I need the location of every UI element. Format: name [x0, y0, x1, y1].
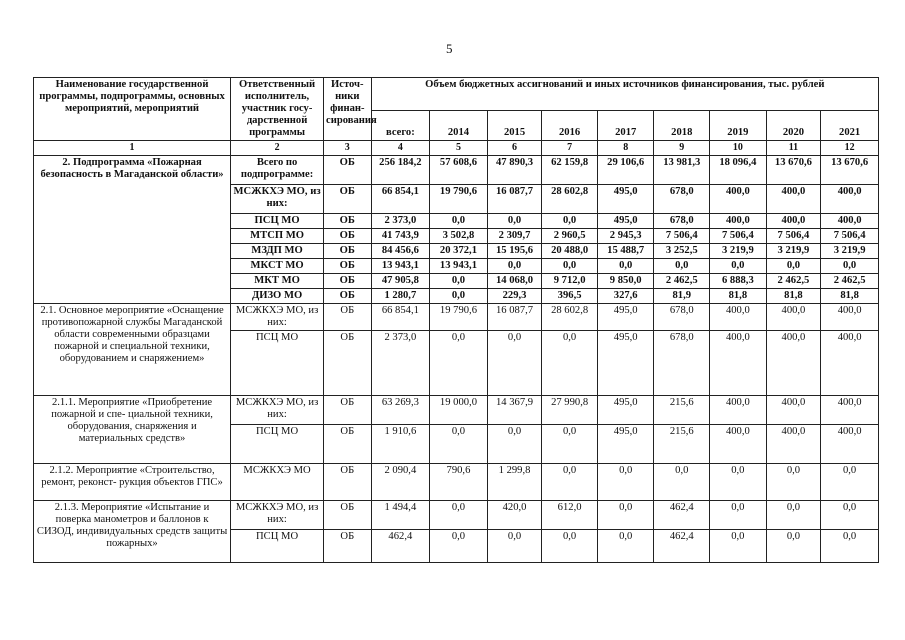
- value-cell: 495,0: [597, 425, 654, 464]
- header-total: всего:: [371, 110, 430, 140]
- value-cell: 62 159,8: [542, 155, 598, 184]
- header-name: Наименование государственной программы, подпрограммы, основных мероприятий, мероприятий: [34, 78, 231, 141]
- value-cell: 0,0: [821, 464, 879, 501]
- value-cell: 0,0: [542, 530, 598, 563]
- column-number: 9: [654, 141, 710, 155]
- value-cell: 0,0: [430, 530, 488, 563]
- value-cell: 400,0: [710, 425, 767, 464]
- value-cell: 400,0: [710, 213, 767, 228]
- header-year: 2015: [487, 110, 542, 140]
- executor-cell: ПСЦ МО: [231, 331, 324, 396]
- value-cell: 0,0: [821, 258, 879, 273]
- value-cell: 400,0: [821, 304, 879, 331]
- value-cell: 14 367,9: [487, 396, 542, 425]
- value-cell: 29 106,6: [597, 155, 654, 184]
- measure-name: 2.1.1. Мероприятие «Приобретение пожарной и спе- циальной техники, оборудования, снаряжения и материальных средств»: [34, 396, 231, 464]
- value-cell: 0,0: [654, 258, 710, 273]
- value-cell: 2 373,0: [371, 213, 430, 228]
- value-cell: 400,0: [710, 396, 767, 425]
- value-cell: 495,0: [597, 331, 654, 396]
- value-cell: 612,0: [542, 501, 598, 530]
- executor-cell: МСЖКХЭ МО, из них:: [231, 396, 324, 425]
- value-cell: 7 506,4: [821, 228, 879, 243]
- value-cell: 400,0: [766, 213, 821, 228]
- header-row: [34, 78, 879, 111]
- value-cell: 0,0: [542, 213, 598, 228]
- value-cell: 66 854,1: [371, 304, 430, 331]
- value-cell: 47 890,3: [487, 155, 542, 184]
- executor-cell: МЗДП МО: [231, 243, 324, 258]
- value-cell: 0,0: [597, 464, 654, 501]
- header-year: 2019: [710, 110, 767, 140]
- value-cell: 2 309,7: [487, 228, 542, 243]
- value-cell: 3 219,9: [766, 243, 821, 258]
- value-cell: 16 087,7: [487, 304, 542, 331]
- value-cell: 0,0: [710, 464, 767, 501]
- column-number: 6: [487, 141, 542, 155]
- executor-cell: МСЖКХЭ МО, из них:: [231, 501, 324, 530]
- value-cell: 7 506,4: [766, 228, 821, 243]
- source-cell: ОБ: [324, 213, 372, 228]
- executor-cell: ДИЗО МО: [231, 289, 324, 304]
- value-cell: 13 670,6: [821, 155, 879, 184]
- measure-name: 2.1.2. Мероприятие «Строительство, ремонт, реконст- рукция объектов ГПС»: [34, 464, 231, 501]
- value-cell: 678,0: [654, 331, 710, 396]
- value-cell: 7 506,4: [654, 228, 710, 243]
- value-cell: 28 602,8: [542, 304, 598, 331]
- value-cell: 9 712,0: [542, 273, 598, 288]
- column-number: 8: [597, 141, 654, 155]
- column-number: 11: [766, 141, 821, 155]
- executor-cell: Всего по подпрограмме:: [231, 155, 324, 184]
- value-cell: 20 488,0: [542, 243, 598, 258]
- executor-cell: МСЖКХЭ МО: [231, 464, 324, 501]
- value-cell: 400,0: [821, 396, 879, 425]
- value-cell: 47 905,8: [371, 273, 430, 288]
- column-number: 12: [821, 141, 879, 155]
- value-cell: 84 456,6: [371, 243, 430, 258]
- value-cell: 13 670,6: [766, 155, 821, 184]
- value-cell: 0,0: [766, 464, 821, 501]
- source-cell: ОБ: [324, 228, 372, 243]
- source-cell: ОБ: [324, 530, 372, 563]
- value-cell: 1 280,7: [371, 289, 430, 304]
- value-cell: 0,0: [542, 464, 598, 501]
- executor-cell: МКТ МО: [231, 273, 324, 288]
- value-cell: 462,4: [654, 530, 710, 563]
- value-cell: 0,0: [710, 530, 767, 563]
- value-cell: 3 219,9: [821, 243, 879, 258]
- value-cell: 0,0: [430, 331, 488, 396]
- value-cell: 13 943,1: [371, 258, 430, 273]
- column-number: 10: [710, 141, 767, 155]
- value-cell: 790,6: [430, 464, 488, 501]
- table-row: [34, 501, 879, 530]
- page-number: 5: [446, 41, 453, 56]
- executor-cell: ПСЦ МО: [231, 425, 324, 464]
- value-cell: 678,0: [654, 213, 710, 228]
- source-cell: ОБ: [324, 396, 372, 425]
- value-cell: 495,0: [597, 184, 654, 213]
- value-cell: 0,0: [542, 425, 598, 464]
- value-cell: 0,0: [430, 425, 488, 464]
- value-cell: 0,0: [710, 258, 767, 273]
- value-cell: 0,0: [710, 501, 767, 530]
- value-cell: 3 252,5: [654, 243, 710, 258]
- value-cell: 678,0: [654, 304, 710, 331]
- value-cell: 28 602,8: [542, 184, 598, 213]
- value-cell: 27 990,8: [542, 396, 598, 425]
- value-cell: 0,0: [487, 425, 542, 464]
- source-cell: ОБ: [324, 331, 372, 396]
- value-cell: 495,0: [597, 304, 654, 331]
- measure-name: 2.1. Основное мероприятие «Оснащение противопожарной службы Магаданской области современными образцами пожарной и специальной техники, оборудованием и снаряжением»: [34, 304, 231, 396]
- value-cell: 2 462,5: [654, 273, 710, 288]
- value-cell: 2 373,0: [371, 331, 430, 396]
- value-cell: 15 488,7: [597, 243, 654, 258]
- source-cell: ОБ: [324, 425, 372, 464]
- column-number: 5: [430, 141, 488, 155]
- value-cell: 0,0: [766, 501, 821, 530]
- value-cell: 0,0: [430, 273, 488, 288]
- column-number-row: [34, 141, 879, 155]
- value-cell: 0,0: [542, 331, 598, 396]
- column-number: 2: [231, 141, 324, 155]
- value-cell: 13 943,1: [430, 258, 488, 273]
- value-cell: 0,0: [487, 258, 542, 273]
- value-cell: 495,0: [597, 213, 654, 228]
- header-year: 2014: [430, 110, 488, 140]
- header-year: 2016: [542, 110, 598, 140]
- executor-cell: МСЖКХЭ МО, из них:: [231, 184, 324, 213]
- value-cell: 1 910,6: [371, 425, 430, 464]
- header-year: 2018: [654, 110, 710, 140]
- executor-cell: МСЖКХЭ МО, из них:: [231, 304, 324, 331]
- value-cell: 7 506,4: [710, 228, 767, 243]
- value-cell: 400,0: [766, 425, 821, 464]
- source-cell: ОБ: [324, 155, 372, 184]
- value-cell: 66 854,1: [371, 184, 430, 213]
- value-cell: 2 090,4: [371, 464, 430, 501]
- value-cell: 19 000,0: [430, 396, 488, 425]
- value-cell: 400,0: [766, 331, 821, 396]
- value-cell: 400,0: [766, 304, 821, 331]
- value-cell: 462,4: [654, 501, 710, 530]
- value-cell: 0,0: [597, 501, 654, 530]
- value-cell: 63 269,3: [371, 396, 430, 425]
- value-cell: 2 462,5: [821, 273, 879, 288]
- value-cell: 0,0: [766, 530, 821, 563]
- value-cell: 1 299,8: [487, 464, 542, 501]
- value-cell: 0,0: [487, 331, 542, 396]
- source-cell: ОБ: [324, 501, 372, 530]
- value-cell: 495,0: [597, 396, 654, 425]
- table-row: [34, 304, 879, 331]
- source-cell: ОБ: [324, 243, 372, 258]
- value-cell: 0,0: [542, 258, 598, 273]
- value-cell: 400,0: [821, 425, 879, 464]
- value-cell: 0,0: [430, 501, 488, 530]
- value-cell: 3 219,9: [710, 243, 767, 258]
- value-cell: 14 068,0: [487, 273, 542, 288]
- value-cell: 0,0: [821, 501, 879, 530]
- value-cell: 0,0: [487, 213, 542, 228]
- value-cell: 400,0: [821, 213, 879, 228]
- value-cell: 2 462,5: [766, 273, 821, 288]
- table-body: [34, 155, 879, 563]
- column-number: 4: [371, 141, 430, 155]
- header-volume: Объем бюджетных ассигнований и иных источников финансирования, тыс. рублей: [371, 78, 878, 111]
- value-cell: 81,8: [821, 289, 879, 304]
- value-cell: 41 743,9: [371, 228, 430, 243]
- value-cell: 16 087,7: [487, 184, 542, 213]
- header-executor: Ответственный исполнитель, участник госу- дарственной программы: [231, 78, 324, 141]
- value-cell: 0,0: [654, 464, 710, 501]
- source-cell: ОБ: [324, 258, 372, 273]
- header-year: 2020: [766, 110, 821, 140]
- measure-name: 2.1.3. Мероприятие «Испытание и поверка манометров и баллонов к СИЗОД, индивидуальных средств защиты пожарных»: [34, 501, 231, 563]
- column-number: 3: [324, 141, 372, 155]
- value-cell: 6 888,3: [710, 273, 767, 288]
- value-cell: 420,0: [487, 501, 542, 530]
- value-cell: 215,6: [654, 425, 710, 464]
- value-cell: 13 981,3: [654, 155, 710, 184]
- value-cell: 0,0: [821, 530, 879, 563]
- value-cell: 57 608,6: [430, 155, 488, 184]
- value-cell: 0,0: [597, 258, 654, 273]
- value-cell: 0,0: [487, 530, 542, 563]
- value-cell: 229,3: [487, 289, 542, 304]
- value-cell: 20 372,1: [430, 243, 488, 258]
- value-cell: 19 790,6: [430, 184, 488, 213]
- executor-cell: ПСЦ МО: [231, 530, 324, 563]
- value-cell: 81,9: [654, 289, 710, 304]
- value-cell: 0,0: [430, 289, 488, 304]
- column-number: 1: [34, 141, 231, 155]
- executor-cell: МКСТ МО: [231, 258, 324, 273]
- header-source: Источ- ники финан- сирования: [324, 78, 372, 141]
- value-cell: 400,0: [821, 184, 879, 213]
- value-cell: 462,4: [371, 530, 430, 563]
- value-cell: 3 502,8: [430, 228, 488, 243]
- value-cell: 0,0: [597, 530, 654, 563]
- table-row: [34, 464, 879, 501]
- value-cell: 1 494,4: [371, 501, 430, 530]
- value-cell: 400,0: [710, 331, 767, 396]
- value-cell: 0,0: [766, 258, 821, 273]
- source-cell: ОБ: [324, 304, 372, 331]
- executor-cell: МТСП МО: [231, 228, 324, 243]
- column-number: 7: [542, 141, 598, 155]
- source-cell: ОБ: [324, 184, 372, 213]
- value-cell: 2 945,3: [597, 228, 654, 243]
- budget-table: [33, 77, 879, 563]
- value-cell: 400,0: [766, 184, 821, 213]
- value-cell: 2 960,5: [542, 228, 598, 243]
- value-cell: 327,6: [597, 289, 654, 304]
- value-cell: 400,0: [766, 396, 821, 425]
- value-cell: 400,0: [710, 184, 767, 213]
- subprogram-name: 2. Подпрограмма «Пожарная безопасность в Магаданской области»: [34, 155, 231, 303]
- value-cell: 9 850,0: [597, 273, 654, 288]
- value-cell: 0,0: [430, 213, 488, 228]
- executor-cell: ПСЦ МО: [231, 213, 324, 228]
- table-row: [34, 396, 879, 425]
- source-cell: ОБ: [324, 289, 372, 304]
- value-cell: 18 096,4: [710, 155, 767, 184]
- header-year: 2017: [597, 110, 654, 140]
- value-cell: 678,0: [654, 184, 710, 213]
- value-cell: 19 790,6: [430, 304, 488, 331]
- source-cell: ОБ: [324, 273, 372, 288]
- table-row: [34, 155, 879, 184]
- value-cell: 81,8: [766, 289, 821, 304]
- value-cell: 400,0: [710, 304, 767, 331]
- value-cell: 81,8: [710, 289, 767, 304]
- value-cell: 396,5: [542, 289, 598, 304]
- value-cell: 256 184,2: [371, 155, 430, 184]
- header-year: 2021: [821, 110, 879, 140]
- value-cell: 215,6: [654, 396, 710, 425]
- source-cell: ОБ: [324, 464, 372, 501]
- value-cell: 400,0: [821, 331, 879, 396]
- value-cell: 15 195,6: [487, 243, 542, 258]
